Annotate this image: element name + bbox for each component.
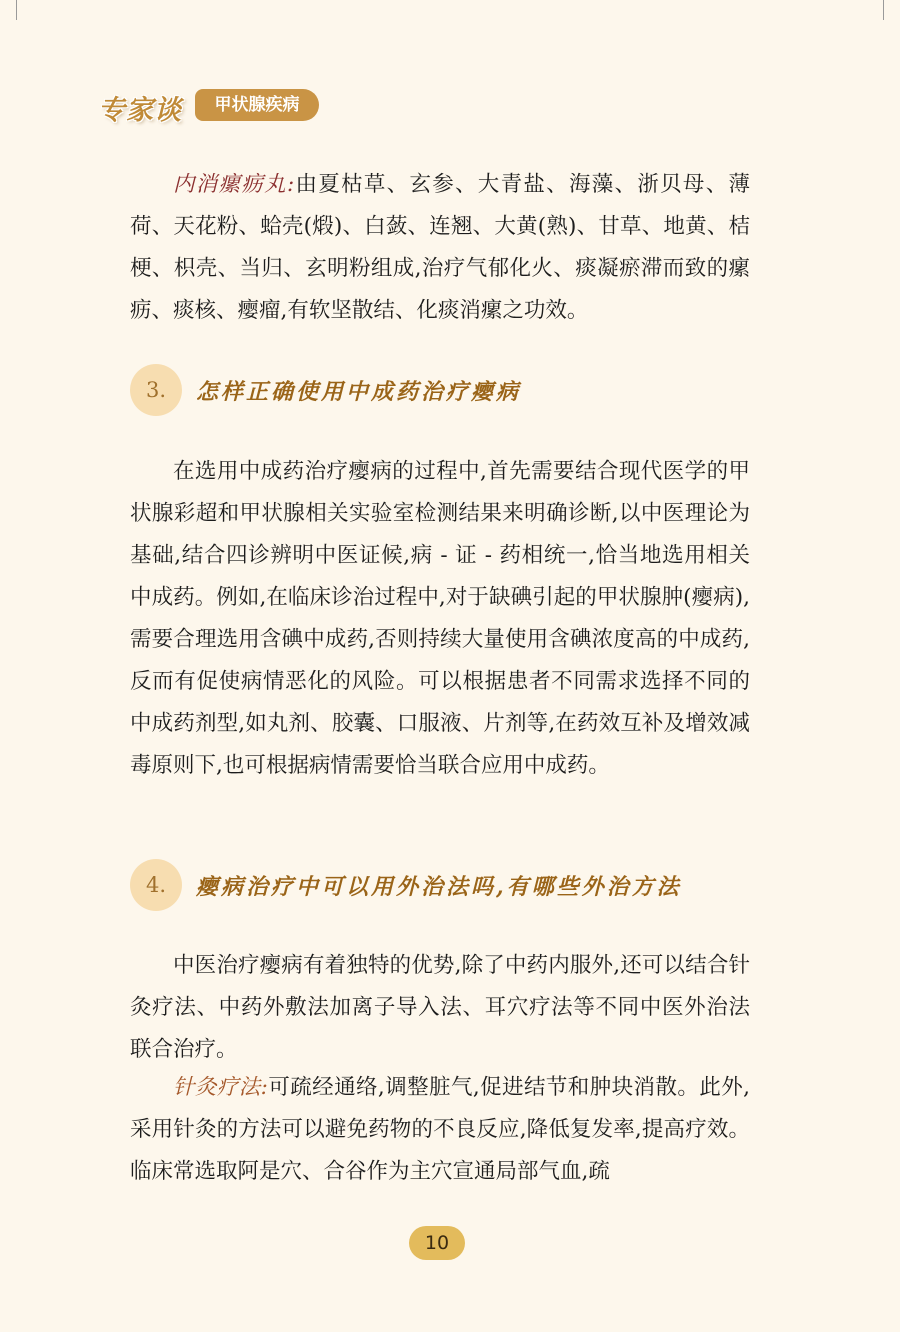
term-label: 内消瘰疬丸: <box>173 172 295 197</box>
paragraph-external-therapy <box>130 945 750 1071</box>
paragraph-text: 由夏枯草、玄参、大青盐、海藻、浙贝母、薄荷、天花粉、蛤壳(煅)、白蔹、连翘、大黄(熟)、甘草、地黄、桔梗、枳壳、当归、玄明粉组成,治疗气郁化火、痰凝瘀滞而致的瘰疬、痰核、瘿瘤,有软坚散结、化痰消瘰之功效。 <box>130 172 750 323</box>
term-label: 针灸疗法: <box>173 1075 268 1100</box>
section-heading-3 <box>130 363 521 417</box>
section-title: 怎样正确使用中成药治疗瘿病 <box>196 378 522 405</box>
page-number: 10 <box>409 1226 465 1260</box>
section-number-badge: 3. <box>130 364 182 416</box>
paragraph-acupuncture <box>130 1067 750 1193</box>
paragraph-usage <box>130 451 750 787</box>
paragraph-neixiao-pill <box>130 164 750 332</box>
paragraph-text: 可疏经通络,调整脏气,促进结节和肿块消散。此外,采用针灸的方法可以避免药物的不良反应,降低复发率,提高疗效。临床常选取阿是穴、合谷作为主穴宣通局部气血,疏 <box>130 1075 750 1184</box>
paragraph-text: 在选用中成药治疗瘿病的过程中,首先需要结合现代医学的甲状腺彩超和甲状腺相关实验室检测结果来明确诊断,以中医理论为基础,结合四诊辨明中医证候,病 - 证 - 药相统一,恰当地选用相关中成药。例如,在临床诊治过程中,对于缺碘引起的甲状腺肿(瘿病),需要合理选用含碘中成药,否则持续大量使用含碘浓度高的中成药,反而有促使病情恶化的风险。可以根据患者不同需求选择不同的中成药剂型,如丸剂、胶囊、口服液、片剂等,在药效互补及增效减毒原则下,也可根据病情需要恰当联合应用中成药。 <box>130 459 750 778</box>
crop-mark-right <box>883 0 900 20</box>
section-title: 瘿病治疗中可以用外治法吗,有哪些外治方法 <box>196 873 682 900</box>
section-heading-4 <box>130 858 682 912</box>
paragraph-text: 中医治疗瘿病有着独特的优势,除了中药内服外,还可以结合针灸疗法、中药外敷法加离子导入法、耳穴疗法等不同中医外治法联合治疗。 <box>130 953 750 1062</box>
section-number-badge: 4. <box>130 859 182 911</box>
crop-mark-left <box>0 0 17 20</box>
book-topic-badge: 甲状腺疾病 <box>195 89 319 121</box>
book-series-logo: 专家谈 <box>98 95 182 126</box>
